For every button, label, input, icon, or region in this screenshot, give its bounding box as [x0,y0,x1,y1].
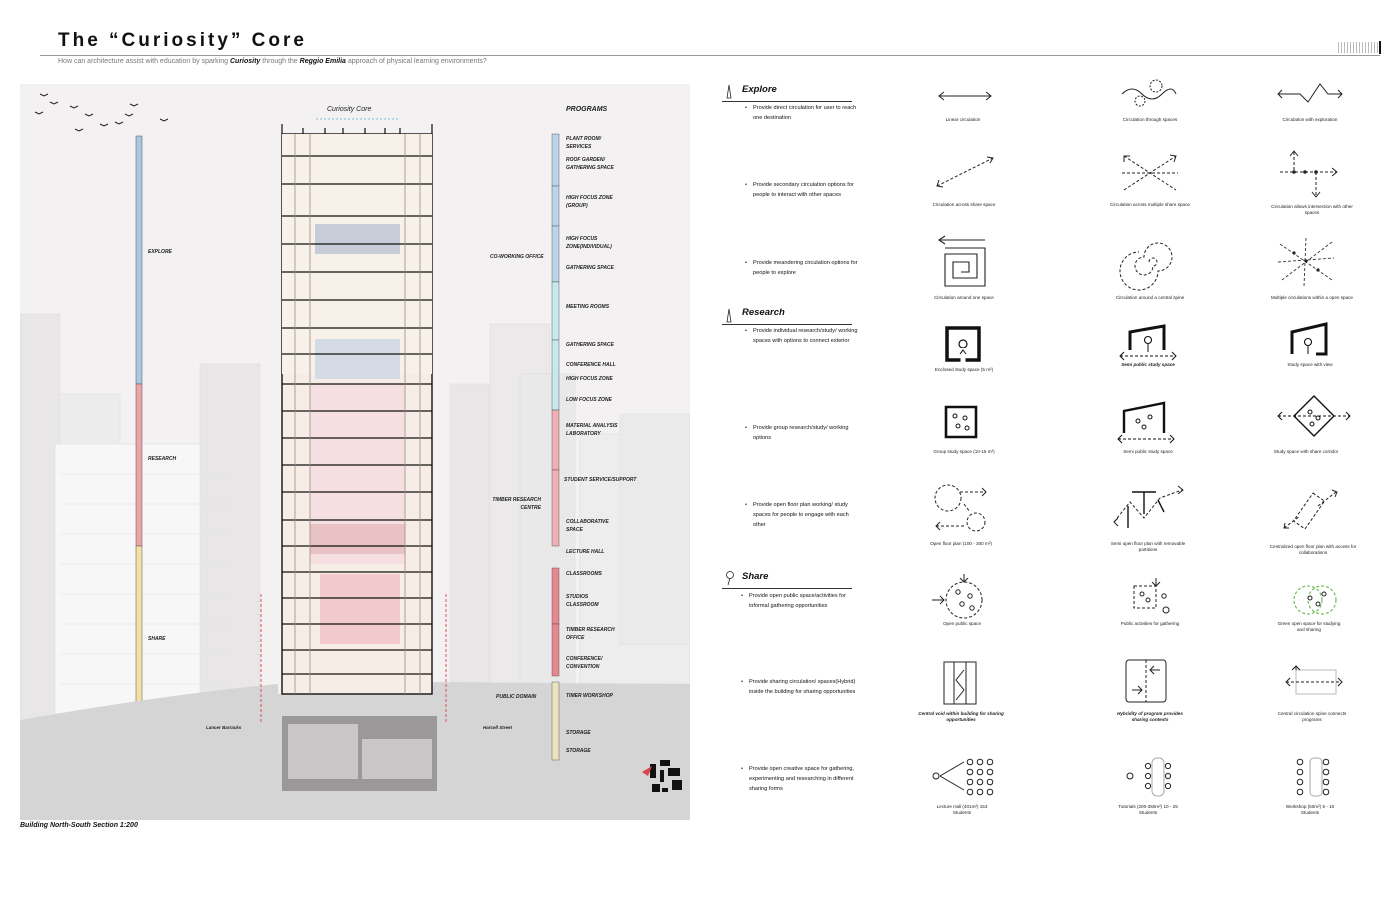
research-bullet-1: • Provide individual research/study/ working spaces with options to connect exterior [753,327,863,347]
matrix-caption: Central circulation spine connects programs [1277,711,1347,722]
program-label: GATHERING SPACE [566,265,614,271]
explore-bullet-1: • Provide direct circulation for user to reach one destination [753,104,863,124]
matrix-caption: Open floor plan (100 - 300 m²) [930,541,992,546]
program-label: HIGH FOCUS ZONE (GROUP) [566,195,613,209]
birds [35,94,168,131]
centralized-floor-plan-icon [1280,486,1340,536]
category-divider [722,324,852,325]
multiple-circulation-icon [1274,234,1338,290]
public-activities-icon [1130,576,1174,618]
subtitle-keyword: Reggio Emilia [299,58,346,65]
program-label: PLANT ROOM/ SERVICES [566,136,601,150]
program-label: STORAGE [566,748,591,754]
matrix-caption: Semi public study space [1121,362,1175,367]
program-label: CONFERENCE HALL [566,362,616,368]
matrix-caption: Circulation across share space [932,202,996,207]
matrix-caption: Open public space [942,621,982,626]
subtitle-part: through the [260,58,300,65]
green-open-space-icon [1286,580,1342,620]
circulation-through-spaces-icon [1118,78,1180,108]
zone-label-explore: EXPLORE [148,249,172,255]
share-icon [724,570,736,586]
program-label: STORAGE [566,730,591,736]
section-drawing [20,84,690,820]
program-label: HIGH FOCUS ZONE [566,376,613,382]
program-label: STUDIOS CLASSROOM [566,594,599,608]
label-harcell-street: Harcell Street [483,725,513,730]
circulation-with-exploration-icon [1274,78,1346,108]
matrix-caption: Circulation around a central spine [1115,295,1185,300]
share-bullet-1: • Provide open public space/activities for informal gathering opportunities [749,592,861,612]
core-label: Curiosity Core [327,106,372,113]
square-spiral-icon [935,234,993,290]
explore-zone-bar [136,136,142,384]
program-bars [552,134,559,760]
open-floor-plan-icon [930,482,994,538]
label-timber-research-centre: TIMBER RESEARCH CENTRE [492,497,541,511]
program-label: COLLABORATIVE SPACE [566,519,609,533]
program-label: CONFERENCE/ CONVENTION [566,656,603,670]
matrix-caption: Linear circulation [945,117,981,122]
matrix-caption: Multiple circulations within a open space [1271,295,1353,300]
category-title-explore: Explore [742,84,777,95]
roof-posts [282,124,432,134]
matrix-caption: Study space with share corridor [1273,449,1339,454]
program-label: MATERIAL ANALYSIS LABORATORY [566,423,618,437]
program-label: ROOF GARDEN/ GATHERING SPACE [566,157,614,171]
matrix-caption: Centralized open floor plan with access for collaborations [1269,544,1357,555]
cross-circulation-icon [1118,152,1182,194]
program-label: CLASSROOMS [566,571,602,577]
shared-corridor-study-icon [1276,392,1352,442]
matrix-caption: Central void within building for sharing opportunities [918,711,1004,722]
subtitle-keyword: Curiosity [229,58,261,65]
matrix-caption: Circulation with exploration [1282,117,1338,122]
matrix-caption: Group study space (10-15 m²) [933,449,995,454]
zone-label-research: RESEARCH [148,456,177,462]
matrix-caption: Circulation through spaces [1122,117,1178,122]
matrix-caption: Enclosed study space (5 m²) [934,367,994,372]
category-title-research: Research [742,307,785,318]
page-title: The “Curiosity” Core [58,30,307,51]
tutorials-icon [1122,756,1176,798]
label-public-domain: PUBLIC DOMAIN [496,694,537,700]
program-label: LECTURE HALL [566,549,605,555]
explore-bullet-3: • Provide meandering circulation options for people to explore [753,259,863,279]
group-study-icon [943,404,979,440]
program-label: STUDENT SERVICE/SUPPORT [564,477,637,483]
intersection-circulation-icon [1276,148,1340,200]
semi-public-study-icon [1116,320,1180,362]
glazed-volume [315,224,400,254]
hybridity-program-icon [1124,658,1172,704]
open-public-space-icon [932,574,988,622]
matrix-caption: Semi public study space [1123,449,1173,454]
category-title-share: Share [742,571,769,582]
research-bullet-2: • Provide group research/study/ working options [753,424,863,444]
enclosed-study-icon [943,324,983,364]
matrix-caption: Hybridity of program provides sharing contexts [1117,711,1183,722]
program-label: MEETING ROOMS [566,304,610,310]
matrix-caption: Public activities for gathering [1120,621,1180,626]
programs-heading: PROGRAMS [566,106,608,113]
category-divider [722,588,852,589]
matrix-caption: Tutorials (200-350m²) 10 - 25 Students [1118,804,1178,815]
hatch-mark [1338,42,1378,53]
explore-bullet-2: • Provide secondary circulation options for people to interact with other spaces [753,181,863,201]
zone-label-share: SHARE [148,636,166,642]
program-label: TIMER WORKSHOP [566,693,613,699]
matrix-caption: Workshop (50m²) 5 - 10 Students [1285,804,1335,815]
program-label: LOW FOCUS ZONE [566,397,612,403]
removable-partitions-icon [1110,484,1186,536]
lecture-hall-icon [930,756,1000,798]
explore-icon [724,84,734,100]
program-label: TIMBER RESEARCH OFFICE [566,627,615,641]
diagonal-circulation-icon [933,152,997,194]
research-zone-bar [136,384,142,546]
central-spine-icon [1282,666,1346,700]
matrix-caption: Semi open floor plan with removable partitions [1110,541,1186,552]
central-void-icon [942,660,978,706]
research-icon [724,308,734,324]
study-view-icon [1286,320,1334,358]
subtitle-part: How can architecture assist with education by sparking [58,58,230,65]
subtitle-part: approach of physical learning environments? [345,58,487,65]
section-caption: Building North-South Section 1:200 [20,822,138,829]
matrix-caption: Circulation around one space [934,295,994,300]
research-bullet-3: • Provide open floor plan working/ study spaces for people to engage with each other [753,501,863,530]
workshop-icon [1290,756,1338,798]
round-spiral-icon [1124,238,1174,286]
semi-public-group-icon [1114,395,1178,445]
page-subtitle [58,58,487,65]
linear-circulation-icon [935,86,995,106]
share-bullet-3: • Provide open creative space for gathering, experimenting and researching in different sharing forms [749,765,861,794]
share-bullet-2: • Provide sharing circulation/ spaces(Hybrid) inside the building for sharing opportunities [749,678,861,698]
program-label: GATHERING SPACE [566,342,614,348]
matrix-caption: Circulation across multiple share space [1110,202,1190,207]
matrix-caption: Circulation allows intersection with other spaces [1271,204,1353,215]
matrix-caption: Green open space for studying and sharing [1277,621,1341,632]
category-divider [722,101,852,102]
matrix-caption: Study space with view [1287,362,1333,367]
label-coworking-office: CO-WORKING OFFICE [490,254,544,260]
matrix-caption: Lecture Hall (401m²) 153 Students [936,804,988,815]
label-lancer-barracks: Lancer Barracks [206,725,242,730]
program-label: HIGH FOCUS ZONE(INDIVIDUAL) [566,236,612,250]
title-divider [40,55,1380,56]
